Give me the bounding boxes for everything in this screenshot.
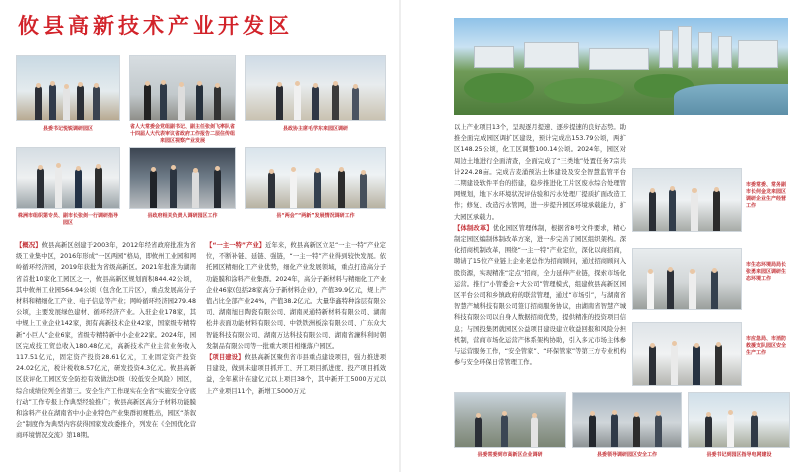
caption-city-leader-visit: 株洲市组织第专员、副市长张剑一行调研指导园区 (17, 213, 118, 226)
caption-two-sessions-visit: 县“两会”“两新”发展情况调研工作 (276, 213, 355, 219)
photo-secretary-visit (16, 55, 120, 121)
reform-paragraph: 【体制改革】优化园区管理体制，根据省8号文件要求，精心制定园区编制体制改革方案，进一步完善了园区组织架构。深化招商机制改革，围绕“一主一特”产业定位，深化以商招商，聘请了15位产业链上企业老总作为招商顾问，通过招商顾问入股资源，实现精准“定点”招商，全力延伸产业链，探索市场化运营。推行“小管委会+大公司”管理模式，组建攸县高新区园区平台公司和乡镇政府的联营管理，通过“市场引”，与湖南省智慧产城科技有限公司签订招商服务协议，由湖南省智慧产城科技有限公司以自身人数据招商优势，提供精准的投资项目信息；与国投集团就园区公益项目建设建立收益回报和风险分担机制，营商市场化运营产体系架构协助，引入多元市场主体参与运营服务工作，“安全管家”、“环保管家”等第三方专业机构参与安全环保日常管理工作。 (454, 224, 626, 367)
caption-vice-mayor-visit: 市委常委、常务副市长何金龙来园区调研企业生产经营工作 (746, 182, 787, 209)
photo-cppcc-visit (245, 55, 386, 121)
photo-bottom-2 (572, 392, 682, 448)
caption-npc-inspection: 省人大常委会党组副书记、副主任张剑飞率队省十四届人大代表审议省政府工作报告二层住传组来园区视察产业发展 (129, 124, 235, 144)
photo-ecology-visit (632, 248, 742, 310)
photo-safety-visit (632, 322, 742, 386)
photo-vice-mayor-visit (632, 168, 742, 232)
caption-bottom-3: 县委书记到园区指导电网建设 (706, 452, 772, 458)
photo-county-gov-visit (129, 147, 236, 209)
caption-ecology-visit: 市生态环境局局长张勇来园区调研生态环境工作 (746, 262, 787, 282)
caption-bottom-1: 县委常委到市高新区企业调研 (477, 452, 543, 458)
photo-bottom-3 (688, 392, 790, 448)
caption-safety-visit: 市应急局、市消防救援支队园区安全生产工作 (746, 336, 787, 356)
photo-two-sessions-visit (245, 147, 386, 209)
caption-county-gov-visit: 县政府相关负责人调研园区工作 (147, 213, 218, 219)
caption-bottom-2: 县委领导调研园区安全工作 (596, 452, 657, 458)
caption-secretary-visit: 县委书记悦锐调研园区 (42, 126, 93, 132)
project-paragraph: 【项目建设】攸县高新区聚焦省市县重点建设项目，强力推进项目建设，做到未建项目抓开工、开工项目抓进度、投产项目抓效益，全年累计在建亿元以上项目38个，其中新开工5000万元以上产业项目11个，新增工5000万元 (206, 354, 386, 395)
left-text-column-2 (206, 240, 386, 468)
left-text-column-1 (16, 240, 196, 468)
right-page (400, 0, 800, 472)
photo-npc-inspection (129, 55, 236, 121)
industry-paragraph: 【“一主一特”产业】近年来，攸县高新区立足“一主一特”产业定位，不断补链、延链、强链，“一主一特”产业得到较快发展。依托园区精细化工产业优势，细化产业发展领域，重点打造高分子功能膜和涂料产业集群。2024年，高分子新材料与精细化工产业企业46家(包括28家高分子新材料企业)，产值39.9亿元，规上产值占比全部产业24%，产值38.2亿元。大量华鑫特种涂层有限公司、湖南旭日陶瓷有限公司、湖南灵通特新材料有限公司、湖南松井表面功能材料有限公司、中铁铁洲板涂有限公司、广东众大智能科技有限公司、湖南万达科技有限公司、湖南省濂科利时朝发制品有限公司等一批重大项目相继落户园区。 (206, 242, 386, 350)
overview-paragraph: 【概况】攸县高新区创建于2003年，2012年经省政府批准为省级工业集中区，2016年形成“一区两园”格局，即攸州工业园和网岭循环经济园，2019年获批为省级高新区。2021年批准为湖南省首批10家化工园区之一，攸县高新区规划面积844.42公顷，其中攸州工业园564.94公顷（包含化工片区），重点发展高分子材料和精细化工产业、电子信息等产业；网岭循环经济园279.48公顷，主要发展绿色建材、循环经济产业。入驻企业178家，其中规上工业企业142家，拥有高新技术企业42家，国家级专精特新“小巨人”企业6家，省级专精特新中小企业22家。2024年，园区完成技工贸总收入180.48亿元，高新技术产业主营业务收入117.51亿元，固定资产投资28.61亿元，工业固定资产投资24.02亿元，税计税收8.57亿元，研发投资4.3亿元。攸县高新区获评化工园区安全防控有效做法D级（较低安全风险）园区，综合成绩位列全省第三。安全生产工作现实在全省“实施安全守底行动”工作专报上作典型经验推广；攸县高新区高分子材料功能膜和涂料产业在湖南省中小企业特色产业集群初赛胜出，园区“茶叙会”制度作为典型内容获得国家发改委推介，列发在《全国优化营商环境情况交流》第18期。 (16, 242, 196, 440)
photo-bottom-1 (454, 392, 566, 448)
caption-cppcc-visit: 县政协主席毛学东来园区调研 (282, 126, 348, 132)
page-title: 攸县高新技术产业开发区 (18, 13, 293, 38)
photo-city-leader-visit (16, 147, 120, 209)
construction-paragraph: 以上产业项目13个，呈现逐月提速、逐步提速的良好态势。助推全面完成园区调扩区建设，预计完成出153.79公顷，两扩区148.25公顷，化工区调整100.14公顷。2024年，园区对周边土地进行全面清查，全面完成了“三类地”处置任务7宗共计224.28亩。完成吉麦涌预沾土体建设及安全智慧监管平台二期建设软件平台的搭建，稳步推进化工片区废水综合处理管网规划，地下水环境状况评估验和污水处理厂提质扩面改造工作；修复、改造污水管网，进一步提升园区环境承载能力，扩大园区承载力。 (454, 124, 626, 221)
photo-park-aerial (454, 18, 788, 115)
